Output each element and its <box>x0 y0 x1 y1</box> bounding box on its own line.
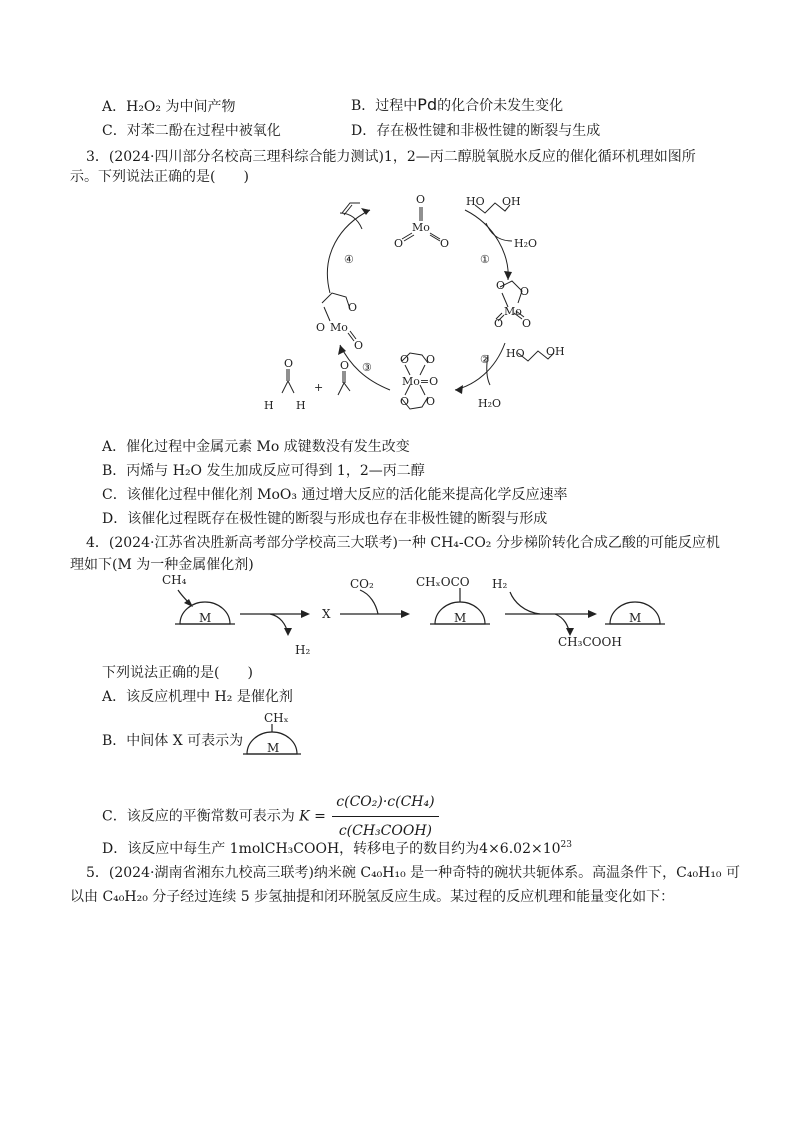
q4-option-c-text: C．该反应的平衡常数可表示为 <box>102 808 295 825</box>
catalyst-m-2: M <box>454 611 467 625</box>
step-3-label: ③ <box>362 361 372 374</box>
o-label: O <box>440 237 450 250</box>
q4-option-b <box>102 732 243 750</box>
fraction-denominator: c(CH₃COOH) <box>338 823 433 839</box>
formaldehyde-h-left: H <box>264 399 274 412</box>
o-label: O <box>340 359 350 372</box>
q4-option-b-text: B．中间体 X 可表示为 <box>102 733 244 749</box>
o-label: O <box>348 301 358 314</box>
ch3cooh-label: CH₃COOH <box>558 635 622 649</box>
arrowhead-2 <box>455 385 463 394</box>
catalyst-m-1: M <box>199 611 212 625</box>
o-label: O <box>522 317 532 330</box>
q3-catalytic-cycle-diagram <box>250 185 580 425</box>
q4-stem-line1: 4．(2024·江苏省决胜新高考部分学校高三大联考)一种 CH₄-CO₂ 分步梯阶转化合成乙酸的可能反应机 <box>86 535 720 551</box>
q2-option-b <box>351 96 563 115</box>
o-label: O <box>400 395 410 408</box>
o-label: O <box>494 317 504 330</box>
mo-label-right: Mo <box>504 305 522 318</box>
plus-sign: + <box>314 381 324 394</box>
o-label: O <box>496 279 506 292</box>
q3-option-a: A．催化过程中金属元素 Mo 成键数没有发生改变 <box>102 439 410 455</box>
formaldehyde-h-right: H <box>296 399 306 412</box>
h2o-top: H₂O <box>514 237 538 250</box>
q4-prompt: 下列说法正确的是( ) <box>102 665 253 681</box>
q4-stem-line2: 理如下(M 为一种金属催化剂) <box>70 557 254 573</box>
o-label: O <box>284 357 294 370</box>
cycle-arc-4 <box>327 210 370 293</box>
o-label: O <box>520 285 530 298</box>
step-1-label: ① <box>480 253 490 266</box>
diol-ho-bottom: HO <box>506 347 525 360</box>
fraction-numerator: c(CO₂)·c(CH₄) <box>332 790 438 817</box>
o-label: O <box>354 339 364 352</box>
q2-option-b-pd: Pd <box>417 95 438 114</box>
catalyst-m-option-b: M <box>267 741 280 755</box>
step-2-label: ② <box>480 353 490 366</box>
q5-stem-line1: 5．(2024·湖南省湘东九校高三联考)纳米碗 C₄₀H₁₀ 是一种奇特的碗状共轭体系。高温条件下，C₄₀H₁₀ 可 <box>86 865 740 881</box>
o-label: O <box>426 395 436 408</box>
q3-stem-line1: 3．(2024·四川部分名校高三理科综合能力测试)1，2—丙二醇脱氧脱水反应的催化循环机理如图所 <box>86 149 696 165</box>
chx-label: CHₓ <box>264 711 289 725</box>
q4-option-d-text: D．该反应中每生产 1molCH₃COOH，转移电子的数目约为 <box>102 841 480 857</box>
q2-option-b-suffix: 的化合价未发生变化 <box>437 98 564 114</box>
q2-option-c: C．对苯二酚在过程中被氧化 <box>102 123 281 139</box>
h2-reagent-label: H₂ <box>492 577 508 591</box>
q4-option-a: A．该反应机理中 H₂ 是催化剂 <box>102 689 293 705</box>
o-label: O <box>394 237 404 250</box>
co2-label: CO₂ <box>350 577 374 591</box>
h2-label: H₂ <box>295 643 311 657</box>
exponent: 23 <box>560 840 572 850</box>
o-label: O <box>426 353 436 366</box>
h2o-bottom: H₂O <box>478 397 502 410</box>
q4-option-d <box>102 836 572 858</box>
q3-option-d: D．该催化过程既存在极性键的断裂与形成也存在非极性键的断裂与形成 <box>102 511 548 527</box>
o-label: O <box>316 321 326 334</box>
mo-label-left: Mo <box>330 321 348 334</box>
mo-double-o-bottom: Mo=O <box>402 375 439 388</box>
q2-option-a: A．H₂O₂ 为中间产物 <box>102 99 236 115</box>
mo-label-top: Mo <box>412 221 430 234</box>
q3-option-c: C．该催化过程中催化剂 MoO₃ 通过增大反应的活化能来提高化学反应速率 <box>102 487 568 503</box>
cycle-arc-2 <box>455 343 505 390</box>
q4-option-b-structure <box>240 710 304 764</box>
q3-option-b: B．丙烯与 H₂O 发生加成反应可得到 1，2—丙二醇 <box>102 463 425 479</box>
electron-count: 4×6.02×10 <box>479 841 561 857</box>
arrowhead-1 <box>504 271 512 280</box>
intermediate-x-label: X <box>322 607 331 621</box>
q2-option-b-prefix: B．过程中 <box>351 98 418 114</box>
o-label: O <box>400 353 410 366</box>
q2-option-d: D．存在极性键和非极性键的断裂与生成 <box>351 123 601 139</box>
step-4-label: ④ <box>344 253 354 266</box>
q5-stem-line2: 以由 C₄₀H₂₀ 分子经过连续 5 步氢抽提和闭环脱氢反应生成。某过程的反应机理和能量变化如下： <box>70 889 675 905</box>
q3-stem-line2: 示。下列说法正确的是( ) <box>70 169 249 185</box>
diol-ho-top: HO <box>466 195 485 208</box>
o-label: O <box>416 193 426 206</box>
q4-mechanism-diagram <box>160 572 680 662</box>
diol-oh-top: OH <box>502 195 521 208</box>
diol-oh-bottom: OH <box>546 345 565 358</box>
chxoco-label: CHₓOCO <box>416 575 470 589</box>
catalyst-m-3: M <box>629 611 642 625</box>
equilibrium-k: K = <box>299 808 326 825</box>
cycle-arc-1 <box>465 210 508 280</box>
ch4-label: CH₄ <box>162 573 187 587</box>
